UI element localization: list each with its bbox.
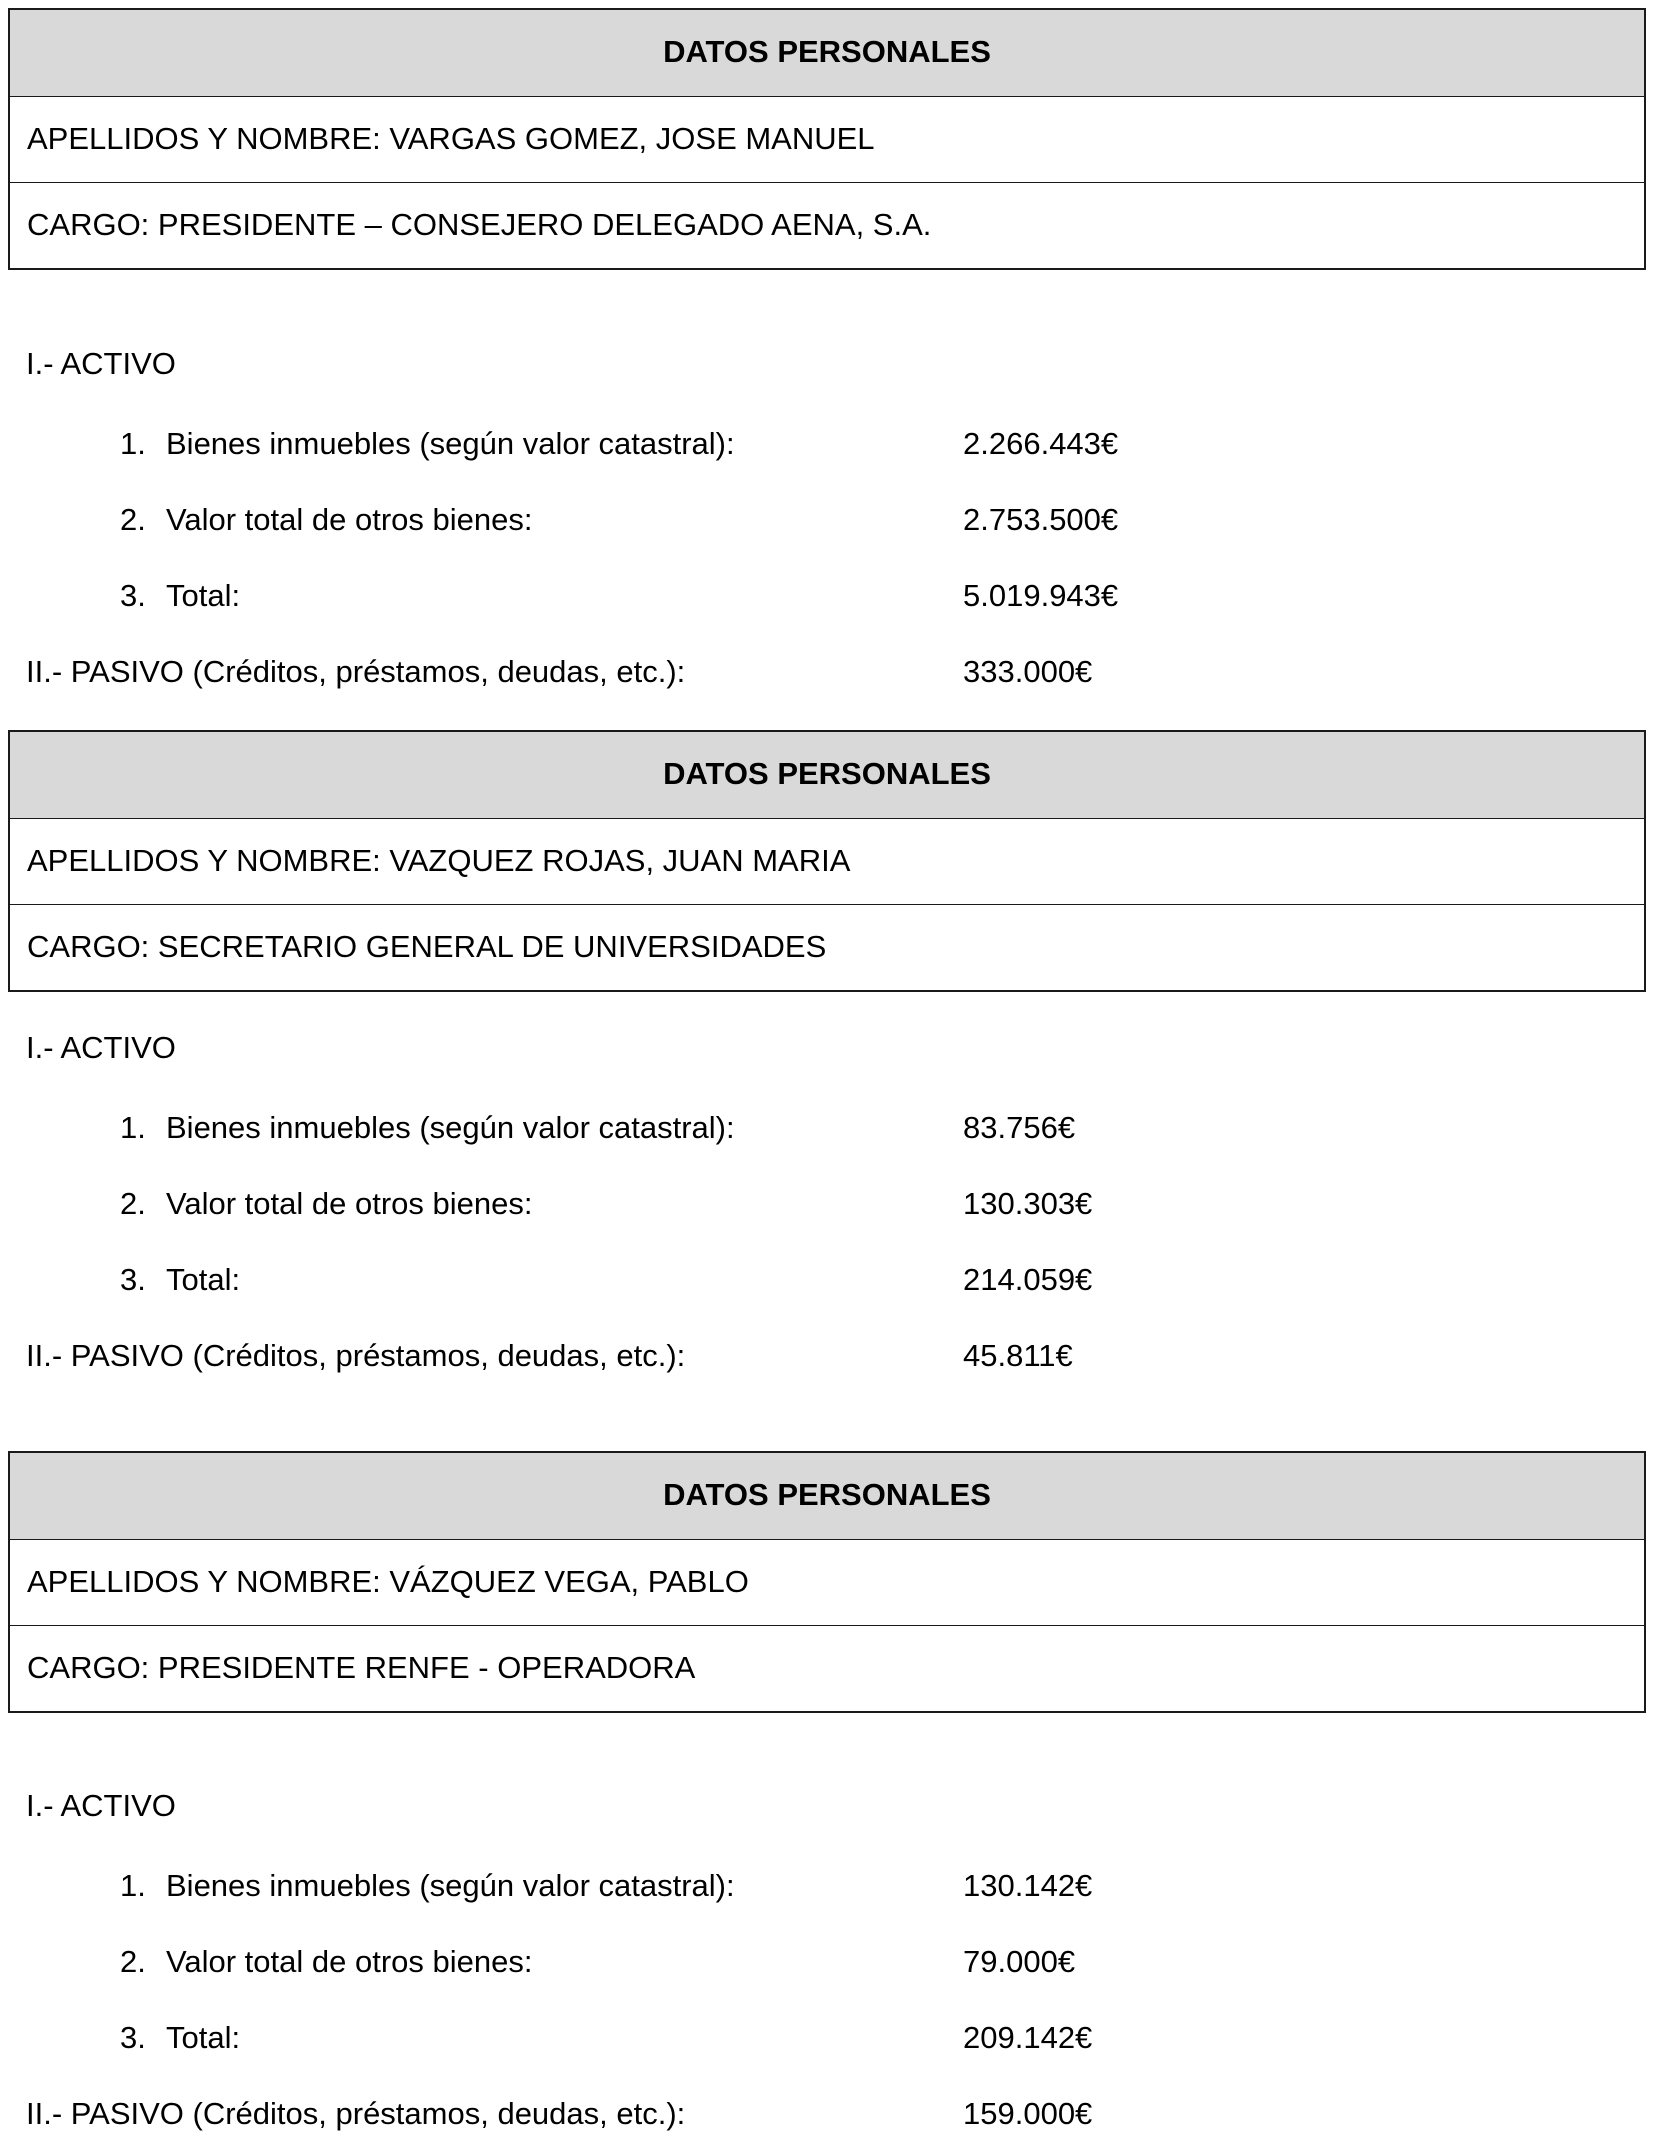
item-value: 2.266.443€ (963, 426, 1119, 461)
section-header: DATOS PERSONALES (10, 10, 1644, 96)
item-number: 1. (120, 1110, 146, 1145)
item-number: 1. (120, 1868, 146, 1903)
item-value: 209.142€ (963, 2020, 1093, 2055)
personal-data-box (8, 1451, 1646, 1713)
item-value: 214.059€ (963, 1262, 1093, 1297)
item-number: 3. (120, 578, 146, 613)
item-value: 79.000€ (963, 1944, 1076, 1979)
item-label: Bienes inmuebles (según valor catastral): (166, 1110, 735, 1145)
item-label: Valor total de otros bienes: (166, 1944, 533, 1979)
pasivo-label: II.- PASIVO (Créditos, préstamos, deudas, etc.): (26, 654, 686, 689)
item-label: Total: (166, 578, 241, 613)
section-header: DATOS PERSONALES (10, 732, 1644, 818)
item-value: 130.303€ (963, 1186, 1093, 1221)
item-label: Bienes inmuebles (según valor catastral): (166, 426, 735, 461)
item-value: 130.142€ (963, 1868, 1093, 1903)
personal-data-box (8, 730, 1646, 992)
activo-heading: I.- ACTIVO (26, 346, 176, 381)
pasivo-label: II.- PASIVO (Créditos, préstamos, deudas, etc.): (26, 1338, 686, 1373)
full-name: APELLIDOS Y NOMBRE: VAZQUEZ ROJAS, JUAN MARIA (10, 818, 1644, 904)
item-value: 2.753.500€ (963, 502, 1119, 537)
pasivo-value: 45.811€ (963, 1338, 1073, 1373)
item-number: 1. (120, 426, 146, 461)
pasivo-value: 159.000€ (963, 2096, 1093, 2131)
item-number: 3. (120, 2020, 146, 2055)
personal-data-box (8, 8, 1646, 270)
item-number: 3. (120, 1262, 146, 1297)
item-value: 5.019.943€ (963, 578, 1119, 613)
item-number: 2. (120, 1944, 146, 1979)
pasivo-label: II.- PASIVO (Créditos, préstamos, deudas, etc.): (26, 2096, 686, 2131)
pasivo-value: 333.000€ (963, 654, 1093, 689)
position: CARGO: PRESIDENTE – CONSEJERO DELEGADO AENA, S.A. (10, 182, 1644, 268)
item-label: Total: (166, 1262, 241, 1297)
item-label: Valor total de otros bienes: (166, 1186, 533, 1221)
item-label: Total: (166, 2020, 241, 2055)
activo-heading: I.- ACTIVO (26, 1030, 176, 1065)
position: CARGO: PRESIDENTE RENFE - OPERADORA (10, 1625, 1644, 1711)
position: CARGO: SECRETARIO GENERAL DE UNIVERSIDADES (10, 904, 1644, 990)
item-label: Bienes inmuebles (según valor catastral): (166, 1868, 735, 1903)
item-value: 83.756€ (963, 1110, 1076, 1145)
section-header: DATOS PERSONALES (10, 1453, 1644, 1539)
item-number: 2. (120, 502, 146, 537)
item-number: 2. (120, 1186, 146, 1221)
full-name: APELLIDOS Y NOMBRE: VÁZQUEZ VEGA, PABLO (10, 1539, 1644, 1625)
full-name: APELLIDOS Y NOMBRE: VARGAS GOMEZ, JOSE MANUEL (10, 96, 1644, 182)
item-label: Valor total de otros bienes: (166, 502, 533, 537)
activo-heading: I.- ACTIVO (26, 1788, 176, 1823)
